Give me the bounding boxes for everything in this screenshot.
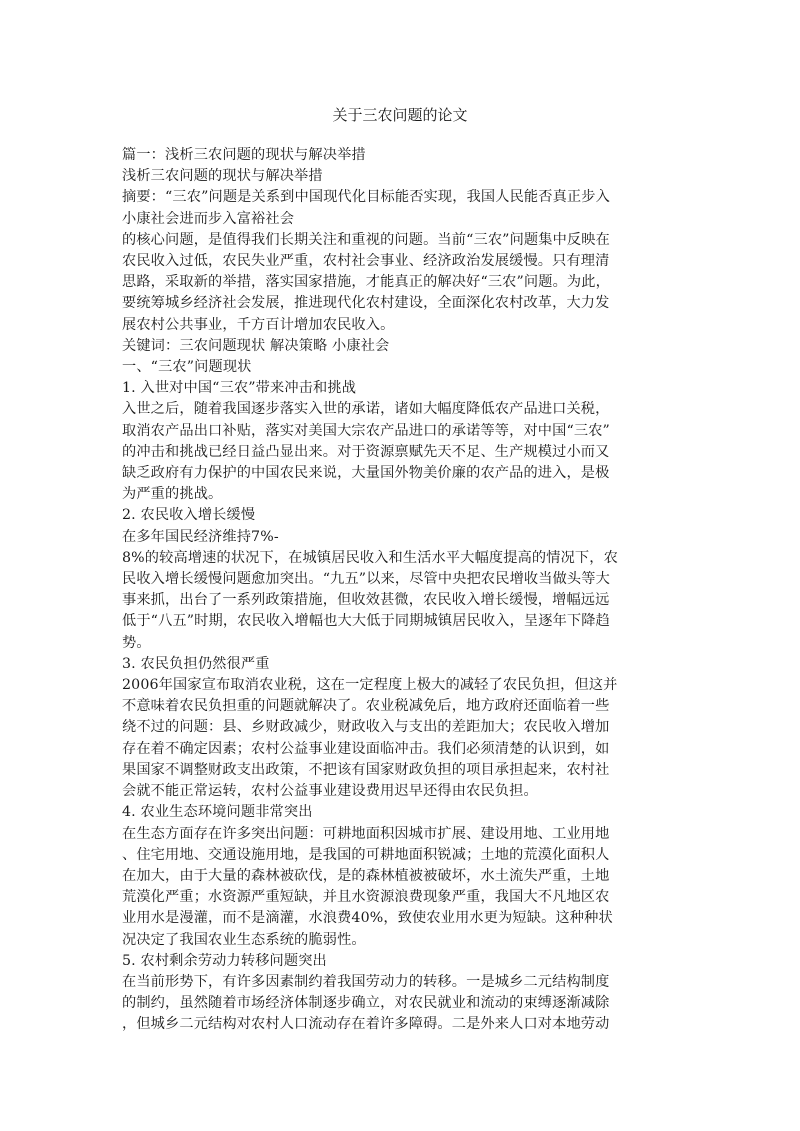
text-line: 浅析三农问题的现状与解决举措: [122, 168, 323, 185]
text-line: ，但城乡二元结构对农村人口流动存在着许多障碍。二是外来人口对本地劳动: [122, 1016, 610, 1033]
text-line: 低于“八五”时期，农民收入增幅也大大低于同期城镇居民收入，呈逐年下降趋: [122, 613, 610, 630]
text-line: 荒漠化严重；水资源严重短缺，并且水资源浪费现象严重，我国大不凡地区农: [122, 889, 610, 906]
text-line: 业用水是漫灌，而不是滴灌，水浪费40%，致使农业用水更为短缺。这种种状: [122, 910, 613, 927]
text-line: 存在着不确定因素；农村公益事业建设面临冲击。我们必须清楚的认识到，如: [122, 740, 610, 757]
text-line: 小康社会进而步入富裕社会: [122, 210, 295, 227]
text-line: 势。: [122, 634, 151, 651]
text-line: 在生态方面存在许多突出问题：可耕地面积因城市扩展、建设用地、工业用地: [122, 825, 610, 842]
text-line: 不意味着农民负担重的问题就解决了。农业税减免后，地方政府还面临着一些: [122, 698, 610, 715]
text-line: 果国家不调整财政支出政策，不把该有国家财政负担的项目承担起来，农村社: [122, 761, 610, 778]
text-line: 2. 农民收入增长缓慢: [122, 507, 256, 524]
text-line: 民收入增长缓慢问题愈加突出。“九五”以来，尽管中央把农民增收当做头等大: [122, 571, 610, 588]
text-line: 会就不能正常运转，农村公益事业建设费用迟早还得由农民负担。: [122, 783, 538, 800]
text-line: 摘要：“三农”问题是关系到中国现代化目标能否实现，我国人民能否真正步入: [122, 189, 610, 206]
text-line: 在当前形势下，有许多因素制约着我国劳动力的转移。一是城乡二元结构制度: [122, 973, 610, 990]
text-line: 的核心问题，是值得我们长期关注和重视的问题。当前“三农”问题集中反映在: [122, 231, 610, 248]
text-line: 要统筹城乡经济社会发展，推进现代化农村建设，全面深化农村改革，大力发: [122, 295, 610, 312]
text-line: 展农村公共事业，千方百计增加农民收入。: [122, 316, 395, 333]
text-line: 取消农产品出口补贴，落实对美国大宗农产品进口的承诺等等，对中国“三农”: [122, 422, 610, 439]
text-line: 8%的较高增速的状况下，在城镇居民收入和生活水平大幅度提高的情况下，农: [122, 549, 618, 566]
text-line: 4. 农业生态环境问题非常突出: [122, 804, 313, 821]
document-body: [122, 145, 678, 1036]
text-line: 关键词：三农问题现状 解决策略 小康社会: [122, 337, 390, 354]
text-line: 为严重的挑战。: [122, 486, 223, 503]
text-line: 在加大，由于大量的森林被砍伐，是的森林植被被破坏，水土流失严重，土地: [122, 867, 610, 884]
text-line: 2006年国家宣布取消农业税，这在一定程度上极大的减轻了农民负担，但这并: [122, 677, 618, 694]
text-line: 缺乏政府有力保护的中国农民来说，大量国外物美价廉的农产品的进入，是极: [122, 465, 610, 482]
text-line: 思路，采取新的举措，落实国家措施，才能真正的解决好“三农”问题。为此，: [122, 274, 610, 291]
text-line: 篇一：浅析三农问题的现状与解决举措: [122, 147, 366, 163]
text-line: 在多年国民经济维持7%-: [122, 528, 279, 545]
text-line: 、住宅用地、交通设施用地，是我国的可耕地面积锐减；土地的荒漠化面积人: [122, 846, 610, 863]
text-line: 农民收入过低，农民失业严重，农村社会事业、经济政治发展缓慢。只有理清: [122, 253, 610, 270]
text-line: 的制约，虽然随着市场经济体制逐步确立，对农民就业和流动的束缚逐渐减除: [122, 995, 610, 1012]
text-line: 事来抓，出台了一系列政策措施，但收效甚微，农民收入增长缓慢，增幅远远: [122, 592, 610, 609]
text-line: 1. 入世对中国“三农”带来冲击和挑战: [122, 380, 357, 397]
text-line: 3. 农民负担仍然很严重: [122, 655, 270, 672]
document-title: 关于三农问题的论文: [332, 106, 468, 124]
text-line: 5. 农村剩余劳动力转移问题突出: [122, 952, 327, 969]
text-line: 况决定了我国农业生态系统的脆弱性。: [122, 931, 366, 948]
text-line: 绕不过的问题：县、乡财政减少，财政收入与支出的差距加大；农民收入增加: [122, 719, 610, 736]
text-line: 的冲击和挑战已经日益凸显出来。对于资源禀赋先天不足、生产规模过小而又: [122, 443, 610, 460]
text-line: 一、“三农”问题现状: [122, 359, 252, 376]
text-line: 入世之后，随着我国逐步落实入世的承诺，诸如大幅度降低农产品进口关税，: [122, 401, 610, 418]
